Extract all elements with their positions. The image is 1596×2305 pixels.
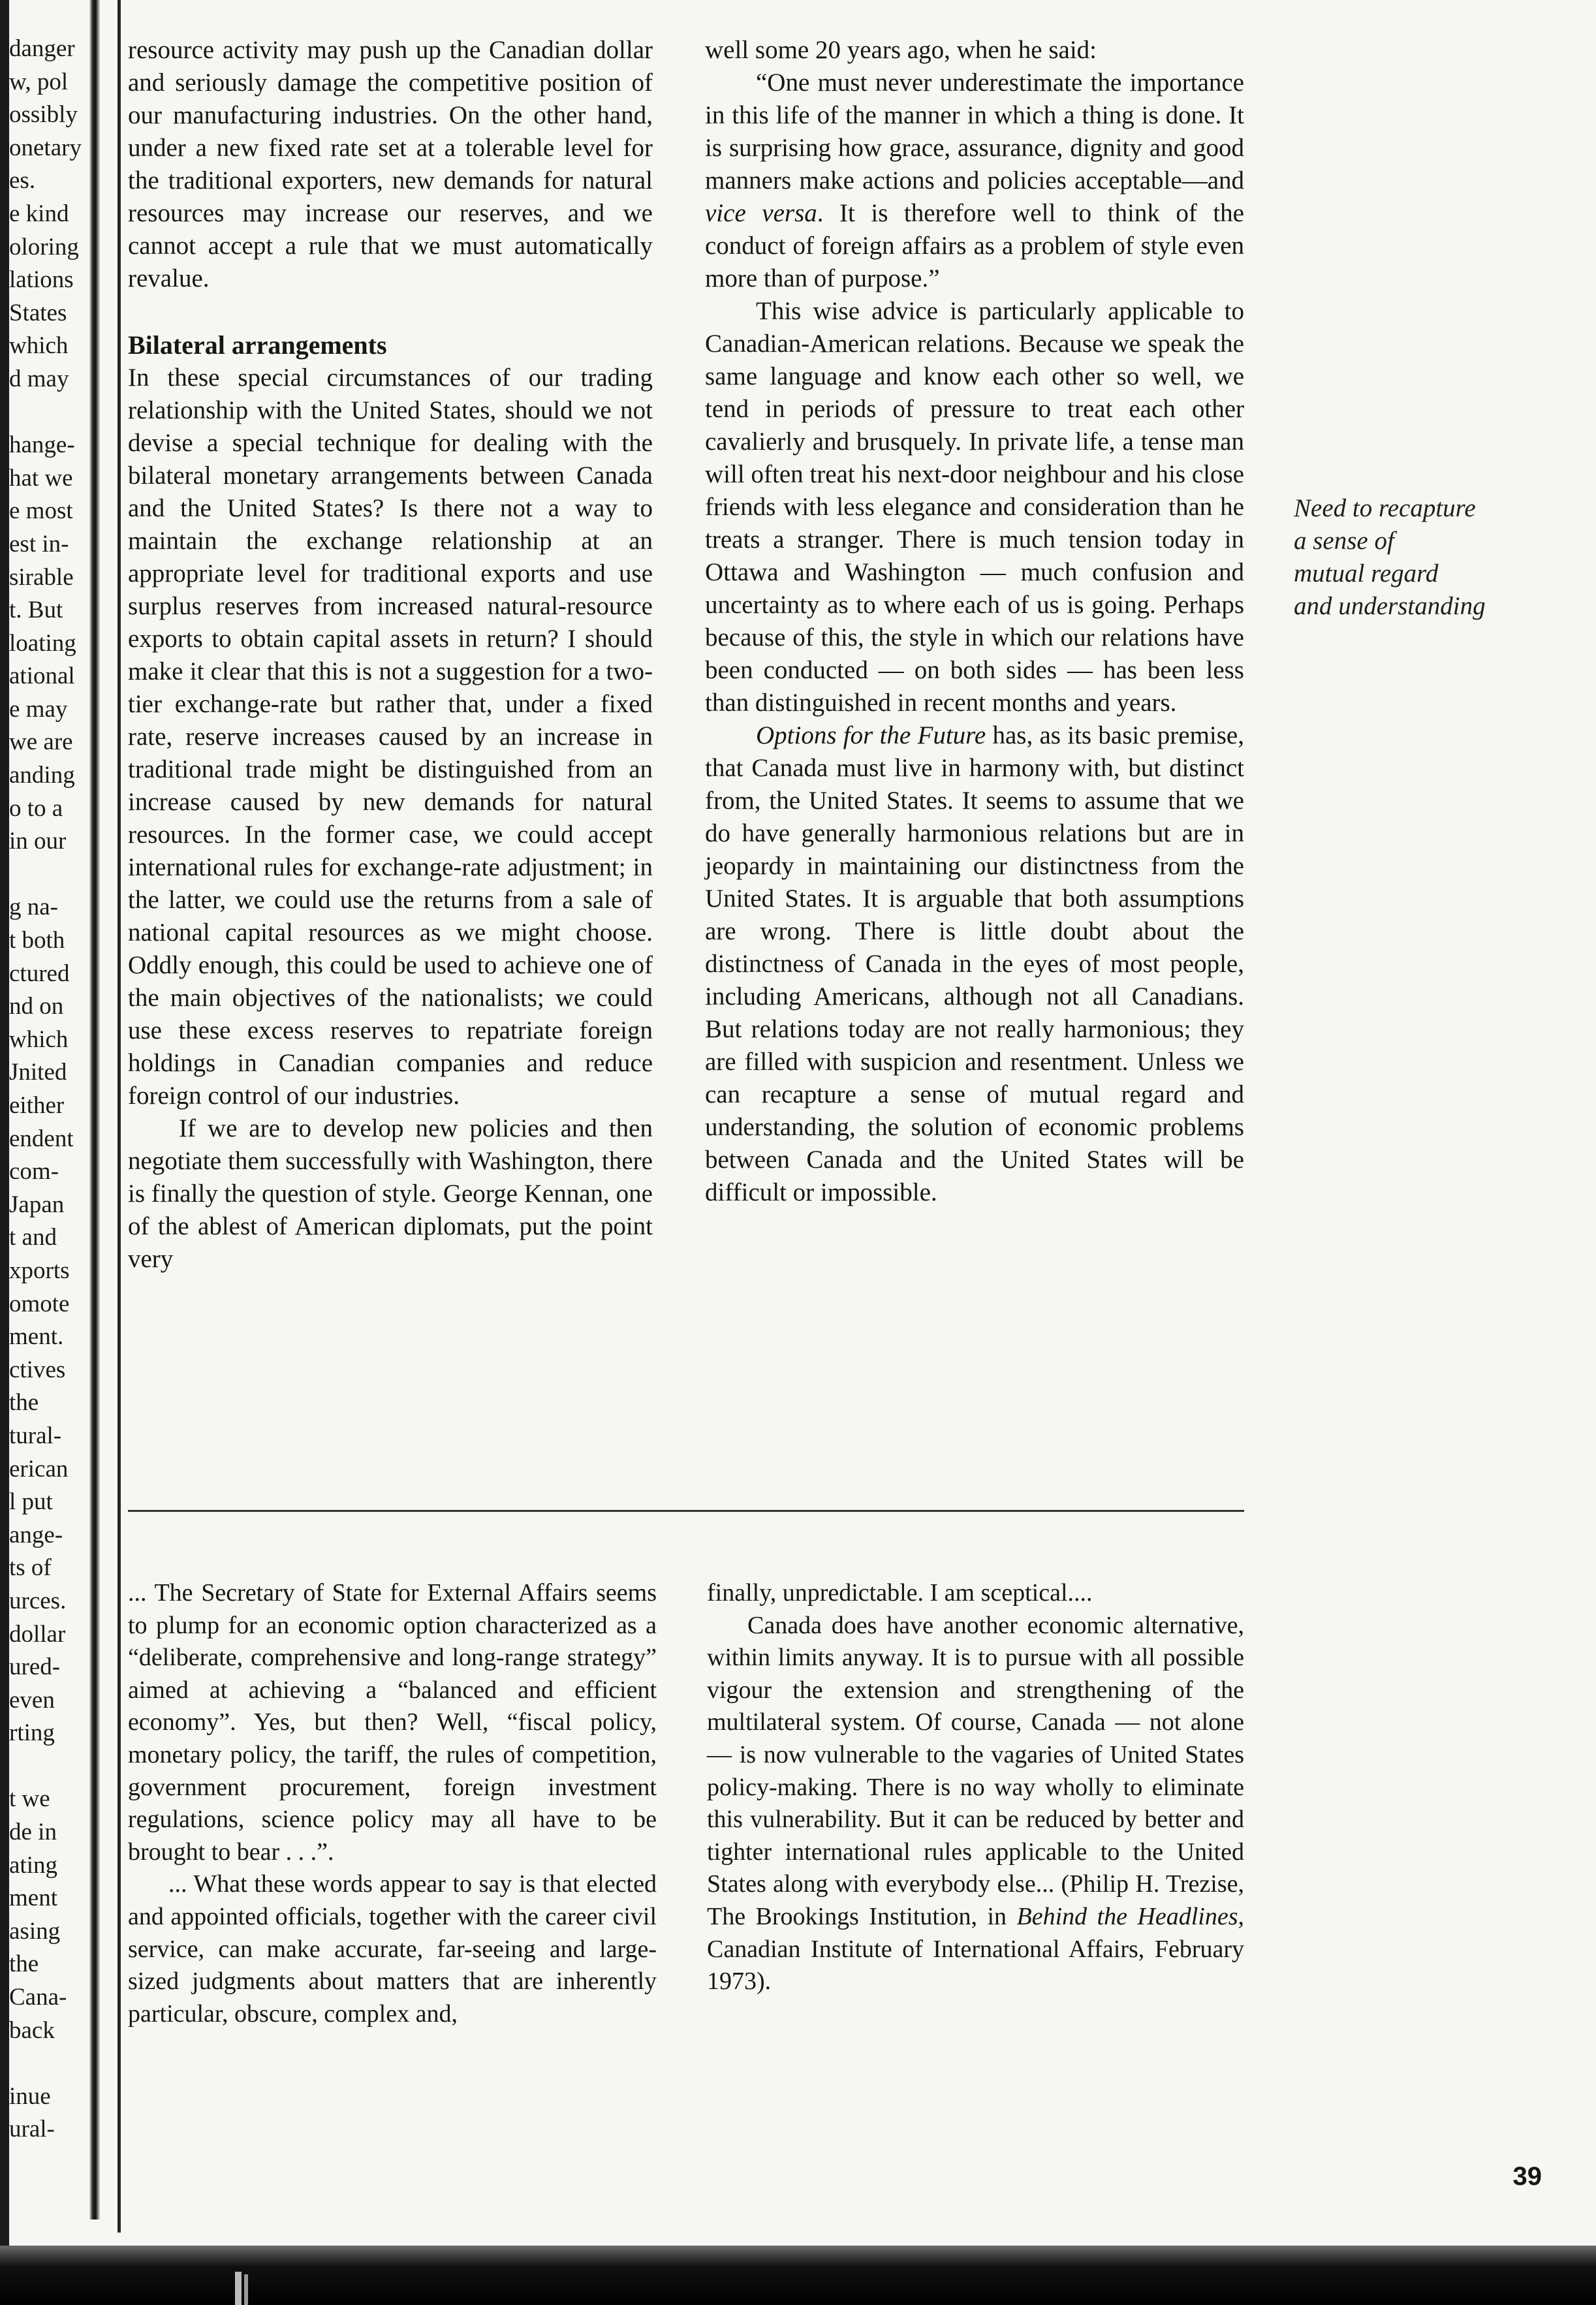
facing-page-line: in our bbox=[9, 828, 67, 855]
quotation-column-left bbox=[128, 1577, 657, 2030]
publication-title: Behind the Headlines bbox=[1016, 1902, 1238, 1930]
paragraph bbox=[705, 719, 1244, 1209]
facing-page-line: Japan bbox=[9, 1191, 65, 1218]
facing-page-line: loating bbox=[9, 629, 76, 657]
facing-page-line bbox=[9, 1750, 91, 1783]
facing-page-line: inue bbox=[9, 2082, 51, 2110]
horizontal-rule bbox=[128, 1510, 1244, 1512]
facing-page-line: even bbox=[9, 1686, 55, 1714]
scan-bottom-shadow bbox=[0, 2246, 1596, 2305]
margin-note bbox=[1294, 492, 1561, 623]
facing-page-line: endent bbox=[9, 1125, 74, 1152]
facing-page-line: onetary bbox=[9, 134, 82, 161]
facing-page-line: Jnited bbox=[9, 1059, 67, 1086]
facing-page-line: w, pol bbox=[9, 68, 69, 95]
facing-page-line bbox=[9, 396, 91, 430]
facing-page-line: either bbox=[9, 1092, 65, 1119]
facing-page-line: the bbox=[9, 1951, 39, 1978]
facing-page-line: urces. bbox=[9, 1587, 67, 1614]
article-column-right bbox=[705, 34, 1244, 1209]
facing-page-line: the bbox=[9, 1389, 39, 1417]
facing-page-line: ating bbox=[9, 1851, 57, 1879]
facing-page-line: ment. bbox=[9, 1323, 64, 1351]
facing-page-line: de in bbox=[9, 1819, 57, 1846]
paragraph-text: Canada does have another economic alternative, within limits anyway. It is to pursue with all possible vigour the extension and strengthening of the multilateral system. Of course, Canada — not alone — is now vulnerable to the vagaries of United States policy-making. There is no way wholly to eliminate this vulnerability. But it can be reduced by better and tighter international rules applicable to the United States along with everybody else... (Philip H. Trezise, The Brookings Institution, in bbox=[707, 1611, 1244, 1930]
kennan-quote bbox=[705, 67, 1244, 295]
facing-page-line: t both bbox=[9, 927, 65, 954]
facing-page-line: erican bbox=[9, 1455, 69, 1482]
facing-page-line: sirable bbox=[9, 563, 74, 591]
facing-page-line: ts of bbox=[9, 1554, 52, 1582]
quotation-column-right bbox=[707, 1577, 1244, 1998]
margin-note-line: a sense of bbox=[1294, 527, 1394, 555]
scan-artifact bbox=[235, 2272, 242, 2305]
facing-page-line: t we bbox=[9, 1785, 50, 1813]
paragraph: well some 20 years ago, when he said: bbox=[705, 36, 1097, 64]
margin-note-line: mutual regard bbox=[1294, 559, 1439, 588]
facing-page-line: l put bbox=[9, 1488, 53, 1516]
facing-page-line: danger bbox=[9, 35, 75, 62]
facing-page-line: States bbox=[9, 299, 67, 326]
facing-page-line: rting bbox=[9, 1719, 55, 1747]
facing-page-line: d may bbox=[9, 365, 69, 392]
page-number: 39 bbox=[1512, 2162, 1542, 2191]
section-heading: Bilateral arrangements bbox=[128, 330, 387, 360]
facing-page-line: est in- bbox=[9, 530, 69, 557]
spine-shadow bbox=[0, 0, 9, 2305]
facing-page-line: ural- bbox=[9, 2116, 55, 2143]
facing-page-line: Cana- bbox=[9, 1984, 67, 2011]
paragraph: If we are to develop new policies and then negotiate them successfully with Washington, there is finally the question of style. George Kennan, one of the ablest of American diplomats, put the point very bbox=[128, 1114, 653, 1273]
paragraph: resource activity may push up the Canadian dollar and seriously damage the competitive position of our manufacturing industries. On the other hand, under a new fixed rate set at a tolerable level for the traditional exporters, new demands for natural resources may increase our reserves, and we cannot accept a rule that we must automatically revalue. bbox=[128, 36, 653, 292]
facing-page-line: hange- bbox=[9, 431, 75, 459]
facing-page-line: com- bbox=[9, 1158, 59, 1185]
facing-page-line: dollar bbox=[9, 1620, 66, 1648]
gutter-rule bbox=[117, 0, 121, 2233]
facing-page-line: ctives bbox=[9, 1356, 66, 1383]
facing-page-line: t and bbox=[9, 1224, 57, 1251]
facing-page-line: es. bbox=[9, 167, 36, 195]
facing-page-line: ational bbox=[9, 663, 75, 690]
facing-page-cropped-text bbox=[9, 33, 91, 2143]
quote-text: and bbox=[1207, 166, 1244, 195]
facing-page-line: t. But bbox=[9, 597, 63, 624]
paragraph: ... What these words appear to say is that elected and appointed officials, together with the career civil service, can make accurate, far-seeing and large-sized judgments about matters that are inherently particular, obscure, complex and, bbox=[128, 1870, 657, 2028]
paragraph bbox=[707, 1610, 1244, 1998]
margin-note-line: and understanding bbox=[1294, 592, 1486, 620]
facing-page-line: xports bbox=[9, 1257, 70, 1284]
facing-page-line: e kind bbox=[9, 200, 69, 227]
facing-page-line: g na- bbox=[9, 894, 58, 921]
facing-page-line: ossibly bbox=[9, 101, 78, 129]
facing-page-line: ured- bbox=[9, 1654, 61, 1681]
facing-page-line: e most bbox=[9, 497, 73, 525]
facing-page-line: which bbox=[9, 1026, 69, 1053]
facing-page-line bbox=[9, 858, 91, 892]
facing-page-line: ange- bbox=[9, 1521, 63, 1548]
facing-page-line: ctured bbox=[9, 960, 70, 987]
paragraph: ... The Secretary of State for External Affairs seems to plump for an economic option characterized as a “deliberate, comprehensive and long-range strategy” aimed at achieving a “balanced and efficient economy”. Yes, but then? Well, “fiscal policy, monetary policy, the tariff, the rules of competition, government procurement, foreign investment regulations, science policy may all have to be brought to bear . . .”. bbox=[128, 1579, 657, 1866]
paragraph: finally, unpredictable. I am sceptical.... bbox=[707, 1579, 1093, 1607]
paragraph-text: , Canadian Institute of International Affairs, February 1973). bbox=[707, 1902, 1245, 1996]
paragraph-text: has, as its basic premise, that Canada must live in harmony with, but distinct from, the United States. It seems to assume that we do have generally harmonious relations but are in jeopardy in maintaining our distinctness from the United States. It is arguable that both assumptions are wrong. There is little doubt about the distinctness of Canada in the eyes of most people, including Americans, although not all Canadians. But relations today are not really harmonious; they are filled with suspicion and resentment. Unless we can recapture a sense of mutual regard and understanding, the solution of economic problems between Canada and the United States will be difficult or impossible. bbox=[705, 721, 1244, 1206]
facing-page-line: back bbox=[9, 2016, 55, 2044]
facing-page-line: oloring bbox=[9, 233, 79, 260]
facing-page-line bbox=[9, 2047, 91, 2080]
facing-page-line: omote bbox=[9, 1290, 70, 1317]
scan-artifact bbox=[244, 2274, 248, 2305]
paragraph: In these special circumstances of our trading relationship with the United States, should we not devise a special technique for dealing with the bilateral monetary arrangements between Canada and the United States? Is there not a way to maintain the exchange relationship at an appropriate level for traditional exports and use surplus reserves from increased natural-resource exports to obtain capital assets in return? I should make it clear that this is not a suggestion for a two-tier exchange-rate but rather that, under a fixed rate, reserve increases caused by an increase in traditional trade might be distinguished from an increase caused by new demands for natural resources. In the former case, we could accept international rules for exchange-rate adjustment; in the latter, we could use the returns from a sale of national capital resources as we might choose. Oddly enough, this could be used to achieve one of the main objectives of the nationalists; we could use these excess reserves to repatriate foreign holdings in Canadian companies and reduce foreign control of our industries. bbox=[128, 364, 653, 1110]
quote-emphasis: vice versa bbox=[705, 199, 817, 227]
article-column-left bbox=[128, 34, 653, 1276]
publication-title: Options for the Future bbox=[756, 721, 986, 749]
facing-page-line: nd on bbox=[9, 993, 64, 1020]
facing-page-line: asing bbox=[9, 1917, 61, 1945]
facing-page-line: tural- bbox=[9, 1422, 62, 1449]
gutter-shadow bbox=[89, 0, 100, 2219]
facing-page-line: which bbox=[9, 332, 69, 360]
facing-page-line: lations bbox=[9, 266, 74, 294]
quote-text: “One must never underestimate the importance in this life of the manner in which a thing is done. It is surprising how grace, assurance, dignity and good manners make actions and policies acceptable— bbox=[705, 69, 1244, 195]
facing-page-line: hat we bbox=[9, 464, 73, 492]
facing-page-line: o to a bbox=[9, 794, 63, 822]
facing-page-line: e may bbox=[9, 695, 68, 723]
facing-page-line: ment bbox=[9, 1885, 57, 1912]
paragraph: This wise advice is particularly applicable to Canadian-American relations. Because we speak the same language and know each other so well, we tend in periods of pressure to treat each other cavalierly and brusquely. In private life, a tense man will often treat his next-door neighbour and his close friends with less elegance and consideration than he treats a stranger. There is much tension today in Ottawa and Washington — much confusion and uncertainty as to where each of us is going. Perhaps because of this, the style in which our relations have been conducted — on both sides — has been less than distinguished in recent months and years. bbox=[705, 297, 1244, 717]
quote-text: . It is therefore well to think of the conduct of foreign affairs as a problem of style even more than of purpose.” bbox=[705, 199, 1244, 292]
facing-page-line: we are bbox=[9, 729, 73, 756]
facing-page-line: anding bbox=[9, 762, 75, 789]
margin-note-line: Need to recapture bbox=[1294, 494, 1476, 522]
